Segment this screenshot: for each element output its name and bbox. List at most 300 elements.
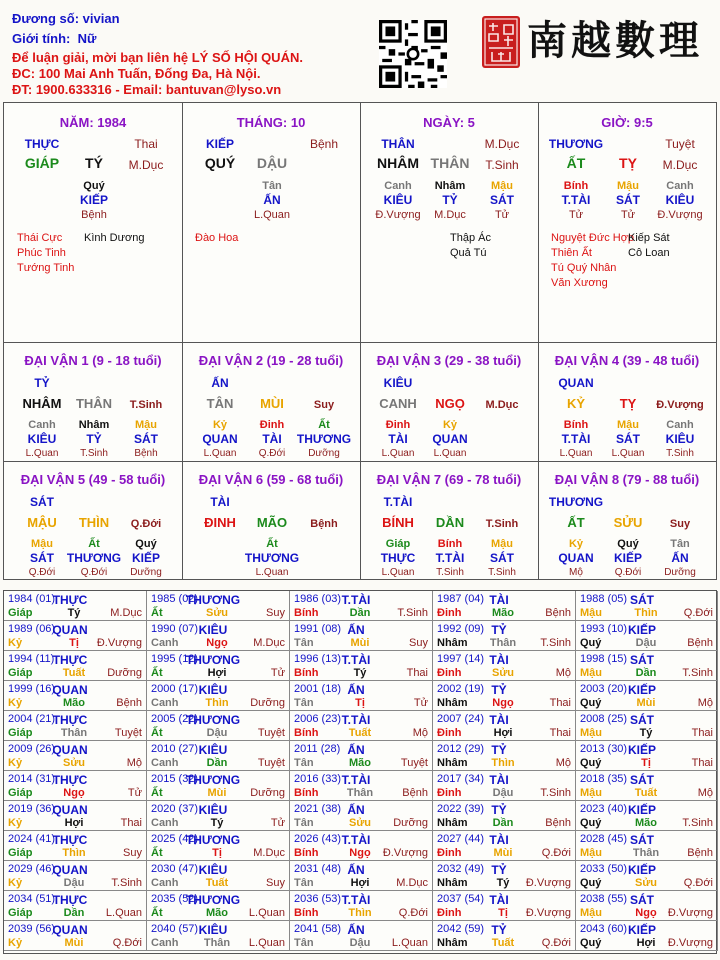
year-stem: Canh [151, 637, 179, 649]
year-stage: L.Quan [248, 907, 285, 919]
year-stem: Quý [580, 937, 602, 949]
dai-van-chi: THÌN [78, 515, 110, 530]
year-cell [290, 621, 433, 651]
hidden-stem: Mậu [617, 180, 639, 192]
year-stem: Ất [151, 667, 163, 679]
year-label: 2014 (31) [8, 773, 56, 785]
year-stage: Thai [120, 817, 142, 829]
year-cell [433, 921, 576, 951]
year-branch: Tý [496, 877, 510, 889]
year-branch: Dần [63, 907, 85, 919]
year-ten-god: THỰC [52, 593, 88, 607]
year-branch: Sửu [348, 817, 372, 829]
year-cell [147, 711, 290, 741]
hidden-ten-god: TÀI [262, 432, 282, 446]
hidden-stage: L.Quan [433, 448, 467, 459]
hidden-ten-god: KIÊU [665, 432, 695, 446]
pillar-chi: THÂN [430, 155, 470, 171]
year-branch: Dậu [206, 727, 228, 739]
hidden-ten-god: SÁT [490, 193, 514, 207]
dai-van-can: TÂN [206, 396, 234, 411]
hidden-stem: Kỷ [442, 419, 458, 431]
star-list-right [628, 231, 670, 261]
year-stem: Mậu [580, 607, 602, 619]
year-cell [433, 651, 576, 681]
hidden-ten-god: QUAN [558, 551, 594, 565]
year-label: 2028 (45) [580, 833, 628, 845]
year-stage: Suy [266, 607, 285, 619]
year-stem: Nhâm [437, 637, 468, 649]
year-branch: Tị [498, 907, 508, 919]
year-branch: Sửu [62, 757, 86, 769]
year-label: 2016 (33) [294, 773, 342, 785]
dai-van-3 [360, 343, 538, 461]
year-ten-god: THỰC [52, 653, 88, 667]
year-branch: Thìn [491, 757, 515, 769]
hidden-ten-god: SÁT [616, 432, 640, 446]
year-label: 1992 (09) [437, 623, 485, 635]
hidden-stage: Bệnh [134, 448, 158, 459]
hidden-stage: L.Quan [559, 448, 593, 459]
year-stage: Bệnh [545, 817, 571, 829]
year-cell [147, 771, 290, 801]
year-cell [4, 891, 147, 921]
star-item: Thái Cực [17, 232, 63, 244]
year-label: 1996 (13) [294, 653, 342, 665]
hidden-stage: L.Quan [381, 448, 415, 459]
pillar-truong-sinh: M.Dục [484, 137, 520, 151]
hidden-stage: L.Quan [381, 567, 415, 578]
year-stage: Mộ [697, 697, 713, 709]
pillar-2 [360, 103, 538, 342]
year-branch: Sửu [634, 877, 658, 889]
year-label: 2020 (37) [151, 803, 199, 815]
year-label: 2003 (20) [580, 683, 628, 695]
dai-van-can: BÍNH [382, 515, 414, 530]
year-label: 2004 (21) [8, 713, 56, 725]
year-ten-god: T.TÀI [341, 773, 371, 787]
year-cell [4, 621, 147, 651]
year-stem: Ất [151, 787, 163, 799]
year-stage: Bệnh [545, 607, 571, 619]
year-cell [576, 621, 718, 651]
year-cell [147, 921, 290, 951]
hidden-stage: L.Quan [203, 448, 237, 459]
year-cell [147, 801, 290, 831]
year-cell [147, 681, 290, 711]
year-ten-god: ẤN [347, 623, 365, 637]
hidden-ten-god: KIẾP [131, 551, 161, 565]
year-stage: Tuyệt [114, 727, 142, 739]
year-stem: Bính [294, 607, 319, 619]
star-list-left [17, 231, 74, 276]
year-stage: Đ.Vượng [525, 907, 571, 919]
year-label: 2018 (35) [580, 773, 628, 785]
hidden-stem: Kỷ [568, 538, 584, 550]
year-ten-god: ẤN [347, 743, 365, 757]
year-stage: Q.Đới [541, 847, 571, 859]
year-ten-god: KIÊU [198, 623, 228, 637]
year-ten-god: TỶ [491, 923, 507, 937]
dai-van-thap-than: ẤN [211, 376, 229, 390]
hidden-stage: Q.Đới [28, 567, 56, 578]
dai-van-chi: SỬU [613, 515, 643, 530]
year-cell [290, 651, 433, 681]
hidden-stem: Nhâm [78, 419, 110, 431]
year-label: 2032 (49) [437, 863, 485, 875]
hidden-ten-god: THƯƠNG [244, 551, 300, 565]
year-ten-god: KIÊU [198, 803, 228, 817]
year-label: 2036 (53) [294, 893, 342, 905]
year-ten-god: KIÊU [198, 863, 228, 877]
year-stage: Đ.Vượng [525, 877, 571, 889]
year-branch: Mão [635, 817, 657, 829]
dai-van-chi: NGỌ [435, 396, 465, 411]
pillar-can: NHÂM [377, 155, 419, 171]
pillar-title: NGÀY: 5 [423, 115, 475, 130]
name-line: Đương số: vivian [12, 11, 120, 26]
dai-van-stage: T.Sinh [485, 518, 519, 530]
year-label: 1988 (05) [580, 593, 628, 605]
year-branch: Ngọ [492, 697, 514, 709]
year-ten-god: T.TÀI [341, 653, 371, 667]
pillar-nap-am: M.Dục [662, 158, 698, 172]
year-branch: Ngọ [349, 847, 371, 859]
year-stem: Kỷ [8, 817, 23, 829]
year-label: 2023 (40) [580, 803, 628, 815]
year-cell [576, 711, 718, 741]
dai-van-8 [538, 462, 716, 581]
pillar-can: GIÁP [24, 155, 60, 171]
year-stage: Tuyệt [400, 757, 428, 769]
year-stage: Đ.Vượng [667, 937, 713, 949]
year-branch: Mão [206, 907, 228, 919]
year-stem: Nhâm [437, 757, 468, 769]
hidden-stage: Dưỡng [308, 448, 340, 459]
year-ten-god: T.TÀI [341, 833, 371, 847]
pillar-truong-sinh: Bệnh [309, 137, 339, 151]
year-label: 1995 (12) [151, 653, 199, 665]
star-item: Thiên Ất [551, 247, 592, 259]
year-stage: Dưỡng [250, 697, 285, 709]
year-stem: Canh [151, 877, 179, 889]
year-branch: Mão [63, 697, 85, 709]
year-cell [433, 801, 576, 831]
hidden-ten-god: ẤN [263, 193, 281, 207]
year-stem: Quý [580, 637, 602, 649]
year-label: 2038 (55) [580, 893, 628, 905]
hidden-stem: Canh [28, 419, 56, 431]
pillar-nap-am: M.Dục [128, 158, 164, 172]
dai-van-title: ĐẠI VẬN 8 (79 - 88 tuổi) [554, 472, 700, 487]
pillar-3 [538, 103, 716, 342]
year-label: 1987 (04) [437, 593, 485, 605]
year-cell [576, 831, 718, 861]
dai-van-title: ĐẠI VẬN 5 (49 - 58 tuổi) [20, 472, 166, 487]
year-label: 2043 (60) [580, 923, 628, 935]
hidden-stem: Giáp [385, 538, 411, 550]
year-label: 2015 (32) [151, 773, 199, 785]
year-stem: Kỷ [8, 697, 23, 709]
year-cell [433, 741, 576, 771]
year-cell [147, 861, 290, 891]
year-stem: Kỷ [8, 637, 23, 649]
year-branch: Sửu [491, 667, 515, 679]
dai-van-title: ĐẠI VẬN 6 (59 - 68 tuổi) [198, 472, 344, 487]
hidden-stem: Kỷ [212, 419, 228, 431]
year-label: 2009 (26) [8, 743, 56, 755]
year-branch: Hợi [350, 877, 370, 889]
hidden-stage: Q.Đới [80, 567, 108, 578]
year-branch: Thân [346, 787, 374, 799]
year-stage: Thai [549, 727, 571, 739]
year-ten-god: SÁT [630, 893, 654, 907]
star-item: Kiếp Sát [628, 232, 670, 244]
hidden-ten-god: KIÊU [665, 193, 695, 207]
hidden-ten-god: QUAN [432, 432, 468, 446]
year-stem: Quý [580, 757, 602, 769]
hidden-stem: Canh [666, 180, 694, 192]
dai-van-chi: THÂN [75, 396, 113, 411]
year-stem: Kỷ [8, 757, 23, 769]
year-stage: Tử [270, 667, 285, 679]
year-cell [290, 591, 433, 621]
year-stage: Mộ [126, 757, 142, 769]
year-cell [576, 891, 718, 921]
star-item: Kình Dương [84, 232, 145, 244]
year-stem: Đinh [437, 667, 462, 679]
star-list-right [450, 231, 491, 261]
year-label: 2000 (17) [151, 683, 199, 695]
dai-van-title: ĐẠI VẬN 4 (39 - 48 tuổi) [554, 353, 700, 368]
year-label: 1985 (02) [151, 593, 199, 605]
year-stage: Tử [270, 817, 285, 829]
hidden-stage: Đ.Vượng [375, 209, 421, 221]
year-branch: Mùi [636, 697, 656, 709]
hidden-stage: Tử [568, 209, 584, 221]
year-label: 2025 (42) [151, 833, 199, 845]
year-ten-god: TÀI [489, 773, 509, 787]
year-stem: Mậu [580, 727, 602, 739]
year-ten-god: T.TÀI [341, 713, 371, 727]
year-stem: Ất [151, 847, 163, 859]
year-stage: T.Sinh [540, 637, 571, 649]
hidden-ten-god: THỰC [380, 551, 416, 565]
year-ten-god: TÀI [489, 653, 509, 667]
pillar-chi: DẬU [256, 155, 288, 171]
year-cell [147, 831, 290, 861]
year-cell [4, 801, 147, 831]
year-stem: Giáp [8, 907, 33, 919]
year-label: 2006 (23) [294, 713, 342, 725]
year-cell [4, 741, 147, 771]
hidden-stem: Canh [666, 419, 694, 431]
year-stage: T.Sinh [397, 607, 428, 619]
year-cell [290, 831, 433, 861]
year-stem: Tân [294, 637, 314, 649]
hidden-stem: Mậu [491, 538, 513, 550]
year-cell [290, 891, 433, 921]
year-ten-god: QUAN [52, 863, 88, 877]
year-stage: L.Quan [248, 937, 285, 949]
year-cell [4, 651, 147, 681]
year-stage: Dưỡng [393, 817, 428, 829]
year-branch: Dậu [492, 787, 514, 799]
year-stem: Tân [294, 817, 314, 829]
hidden-ten-god: TÀI [388, 432, 408, 446]
year-label: 2037 (54) [437, 893, 485, 905]
star-item: Cô Loan [628, 247, 670, 259]
year-stem: Nhâm [437, 937, 468, 949]
year-label: 2027 (44) [437, 833, 485, 845]
hidden-stem: Mậu [31, 538, 53, 550]
year-label: 2011 (28) [294, 743, 341, 755]
year-label: 1989 (06) [8, 623, 56, 635]
year-label: 2030 (47) [151, 863, 199, 875]
year-cell [4, 681, 147, 711]
year-cell [433, 891, 576, 921]
pillar-can: QUÝ [204, 155, 236, 171]
year-ten-god: KIÊU [198, 743, 228, 757]
year-branch: Thìn [205, 697, 229, 709]
hidden-stem: Ất [266, 538, 278, 550]
year-stage: Q.Đới [398, 907, 428, 919]
year-branch: Tị [212, 847, 222, 859]
year-branch: Thân [632, 847, 660, 859]
year-stage: Đ.Vượng [382, 847, 428, 859]
hidden-stage: T.Sinh [436, 567, 464, 578]
hidden-stage: Tử [494, 209, 510, 221]
year-stage: L.Quan [105, 907, 142, 919]
pillar-chi: TÝ [85, 155, 103, 171]
year-stage: M.Dục [396, 877, 428, 889]
hidden-stem: Tân [262, 180, 282, 192]
pillar-thap-than: THÂN [381, 137, 415, 151]
hidden-ten-god: SÁT [30, 551, 54, 565]
star-list-right [84, 231, 144, 246]
year-label: 2019 (36) [8, 803, 56, 815]
year-label: 1997 (14) [437, 653, 485, 665]
dai-van-chi: MÃO [256, 515, 288, 530]
pillar-title: GIỜ: 9:5 [601, 115, 653, 130]
year-stage: M.Dục [253, 637, 285, 649]
year-stage: Bệnh [687, 637, 713, 649]
year-stem: Đinh [437, 787, 462, 799]
year-cell [433, 591, 576, 621]
year-label: 2034 (51) [8, 893, 56, 905]
star-item: Đào Hoa [195, 232, 239, 244]
hidden-stem: Quý [135, 538, 157, 550]
dai-van-can: CANH [379, 396, 417, 411]
year-cell [290, 711, 433, 741]
year-stem: Giáp [8, 667, 33, 679]
year-stage: Mộ [555, 667, 571, 679]
pillar-thap-than: THƯƠNG [548, 137, 604, 151]
year-label: 2035 (52) [151, 893, 199, 905]
year-stem: Tân [294, 757, 314, 769]
year-stage: Mộ [555, 757, 571, 769]
dai-van-can: ĐINH [204, 515, 236, 530]
hidden-stage: L.Quan [611, 448, 645, 459]
qr-code-icon[interactable] [379, 20, 447, 88]
pillar-title: NĂM: 1984 [59, 115, 127, 130]
hidden-ten-god: KIÊU [27, 432, 57, 446]
hidden-ten-god: QUAN [202, 432, 238, 446]
year-ten-god: THỰC [52, 773, 88, 787]
year-stage: Q.Đới [683, 607, 713, 619]
year-label: 2005 (22) [151, 713, 199, 725]
hidden-stage: M.Dục [434, 209, 466, 221]
year-branch: Thìn [348, 907, 372, 919]
year-stem: Bính [294, 907, 319, 919]
year-label: 2024 (41) [8, 833, 56, 845]
dai-van-6 [182, 462, 360, 581]
year-stage: Tuyệt [257, 727, 285, 739]
gender-line: Giới tính: Nữ [12, 31, 97, 46]
year-cell [147, 741, 290, 771]
year-branch: Dần [635, 667, 657, 679]
year-stage: Tuyệt [257, 757, 285, 769]
year-ten-god: THƯƠNG [185, 713, 241, 727]
year-stage: M.Dục [253, 847, 285, 859]
year-label: 2039 (56) [8, 923, 56, 935]
year-ten-god: THƯƠNG [185, 653, 241, 667]
hidden-ten-god: SÁT [490, 551, 514, 565]
contact-line-1: Để luận giải, mời bạn liên hệ LÝ SỐ HỘI QUÁN. [12, 50, 303, 65]
year-branch: Dậu [635, 637, 657, 649]
year-branch: Tý [210, 817, 224, 829]
logo-wordmark: 南越數理 [527, 17, 703, 64]
pillar-nap-am: T.Sinh [485, 158, 519, 172]
star-item: Tú Quý Nhân [551, 262, 617, 274]
year-branch: Tuất [62, 667, 86, 679]
year-label: 2002 (19) [437, 683, 485, 695]
year-stem: Bính [294, 667, 319, 679]
year-label: 1986 (03) [294, 593, 342, 605]
year-branch: Hợi [207, 667, 227, 679]
year-branch: Tị [69, 637, 79, 649]
dai-van-can: NHÂM [22, 396, 62, 411]
year-stem: Bính [294, 847, 319, 859]
hidden-stage: L.Quan [25, 448, 59, 459]
dai-van-chi: TỴ [619, 396, 637, 411]
year-stem: Ất [151, 907, 163, 919]
year-label: 2010 (27) [151, 743, 199, 755]
hidden-ten-god: SÁT [616, 193, 640, 207]
year-branch: Tuất [491, 937, 515, 949]
dai-van-stage: Q.Đới [130, 518, 162, 530]
dai-van-2 [182, 343, 360, 461]
dai-van-stage: Đ.Vượng [656, 399, 704, 411]
year-ten-god: KIẾP [627, 623, 657, 637]
year-branch: Sửu [205, 607, 229, 619]
year-label: 1999 (16) [8, 683, 56, 695]
year-stem: Đinh [437, 607, 462, 619]
year-stem: Đinh [437, 847, 462, 859]
year-ten-god: SÁT [630, 833, 654, 847]
year-ten-god: T.TÀI [341, 893, 371, 907]
star-item: Phúc Tinh [17, 247, 66, 259]
year-cell [4, 711, 147, 741]
hidden-stage: Mộ [569, 567, 583, 578]
year-stage: Thai [691, 727, 713, 739]
year-label: 2007 (24) [437, 713, 485, 725]
year-stem: Giáp [8, 727, 33, 739]
hidden-stem: Mậu [491, 180, 513, 192]
hidden-stem: Nhâm [434, 180, 466, 192]
year-stem: Canh [151, 937, 179, 949]
dai-van-stage: Suy [313, 399, 335, 411]
